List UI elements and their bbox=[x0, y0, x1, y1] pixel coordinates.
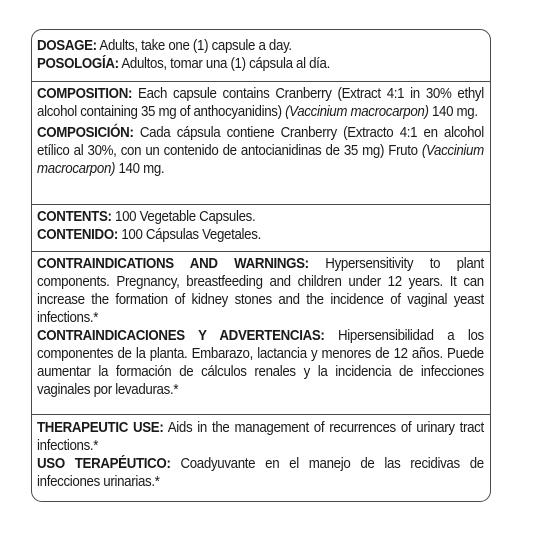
supplement-info-panel bbox=[31, 29, 491, 502]
therapeutic-es-text: Coadyuvante en el manejo de las recidivas de infecciones urinarias.* bbox=[37, 456, 484, 490]
warnings-es-label: CONTRAINDICACIONES Y ADVERTENCIAS: bbox=[37, 328, 325, 344]
warnings-es-text: Hipersensibilidad a los componentes de la planta. Embarazo, lactancia y menores de 12 años. Puede aumentar la formación de cálculos renales y la incidencia de infecciones vaginales por levaduras.* bbox=[37, 328, 484, 398]
contents-es-label: CONTENIDO: bbox=[37, 227, 118, 243]
therapeutic-en-text: Aids in the management of recurrences of urinary tract infections.* bbox=[37, 420, 484, 454]
therapeutic-section bbox=[32, 416, 490, 491]
dosage-en-label: DOSAGE: bbox=[37, 38, 97, 54]
composition-section bbox=[32, 82, 490, 178]
warnings-es bbox=[37, 327, 484, 399]
dosage-section bbox=[32, 34, 490, 73]
dosage-en bbox=[37, 37, 484, 55]
contents-en-label: CONTENTS: bbox=[37, 209, 112, 225]
composition-es-tail: 140 mg. bbox=[115, 161, 165, 177]
composition-en-latin: (Vaccinium macrocarpon) bbox=[285, 104, 429, 120]
contents-en-text: 100 Vegetable Capsules. bbox=[111, 209, 256, 225]
warnings-en-label: CONTRAINDICATIONS AND WARNINGS: bbox=[37, 256, 309, 272]
composition-en-tail: 140 mg. bbox=[428, 104, 478, 120]
composition-es-text: Cada cápsula contiene Cranberry (Extracto 4:1 en alcohol etílico al 30%, con un contenido de antocianidinas de 35 mg) Fruto bbox=[37, 125, 484, 159]
dosage-es-label: POSOLOGÍA: bbox=[37, 56, 119, 72]
contents-en bbox=[37, 208, 484, 226]
warnings-section bbox=[32, 252, 490, 399]
dosage-en-text: Adults, take one (1) capsule a day. bbox=[96, 38, 292, 54]
composition-es-label: COMPOSICIÓN: bbox=[37, 125, 134, 141]
composition-en-label: COMPOSITION: bbox=[37, 86, 133, 102]
divider-4 bbox=[32, 414, 490, 415]
contents-section bbox=[32, 205, 490, 244]
warnings-en bbox=[37, 255, 484, 327]
contents-es bbox=[37, 226, 484, 244]
composition-es-latin: (Vaccinium macrocarpon) bbox=[37, 143, 484, 177]
composition-en-text: Each capsule contains Cranberry (Extract 4:1 in 30% ethyl alcohol containing 35 mg of anthocyanidins) bbox=[37, 86, 484, 120]
therapeutic-en-label: THERAPEUTIC USE: bbox=[37, 420, 164, 436]
warnings-en-text: Hypersensitivity to plant components. Pregnancy, breastfeeding and children under 12 years. It can increase the formation of kidney stones and the incidence of vaginal yeast infections.* bbox=[37, 256, 484, 326]
therapeutic-en bbox=[37, 419, 484, 455]
composition-en bbox=[37, 85, 484, 121]
therapeutic-es-label: USO TERAPÉUTICO: bbox=[37, 456, 171, 472]
contents-es-text: 100 Cápsulas Vegetales. bbox=[117, 227, 261, 243]
composition-es bbox=[37, 124, 484, 178]
dosage-es-text: Adultos, tomar una (1) cápsula al día. bbox=[118, 56, 330, 72]
dosage-es bbox=[37, 55, 484, 73]
therapeutic-es bbox=[37, 455, 484, 491]
